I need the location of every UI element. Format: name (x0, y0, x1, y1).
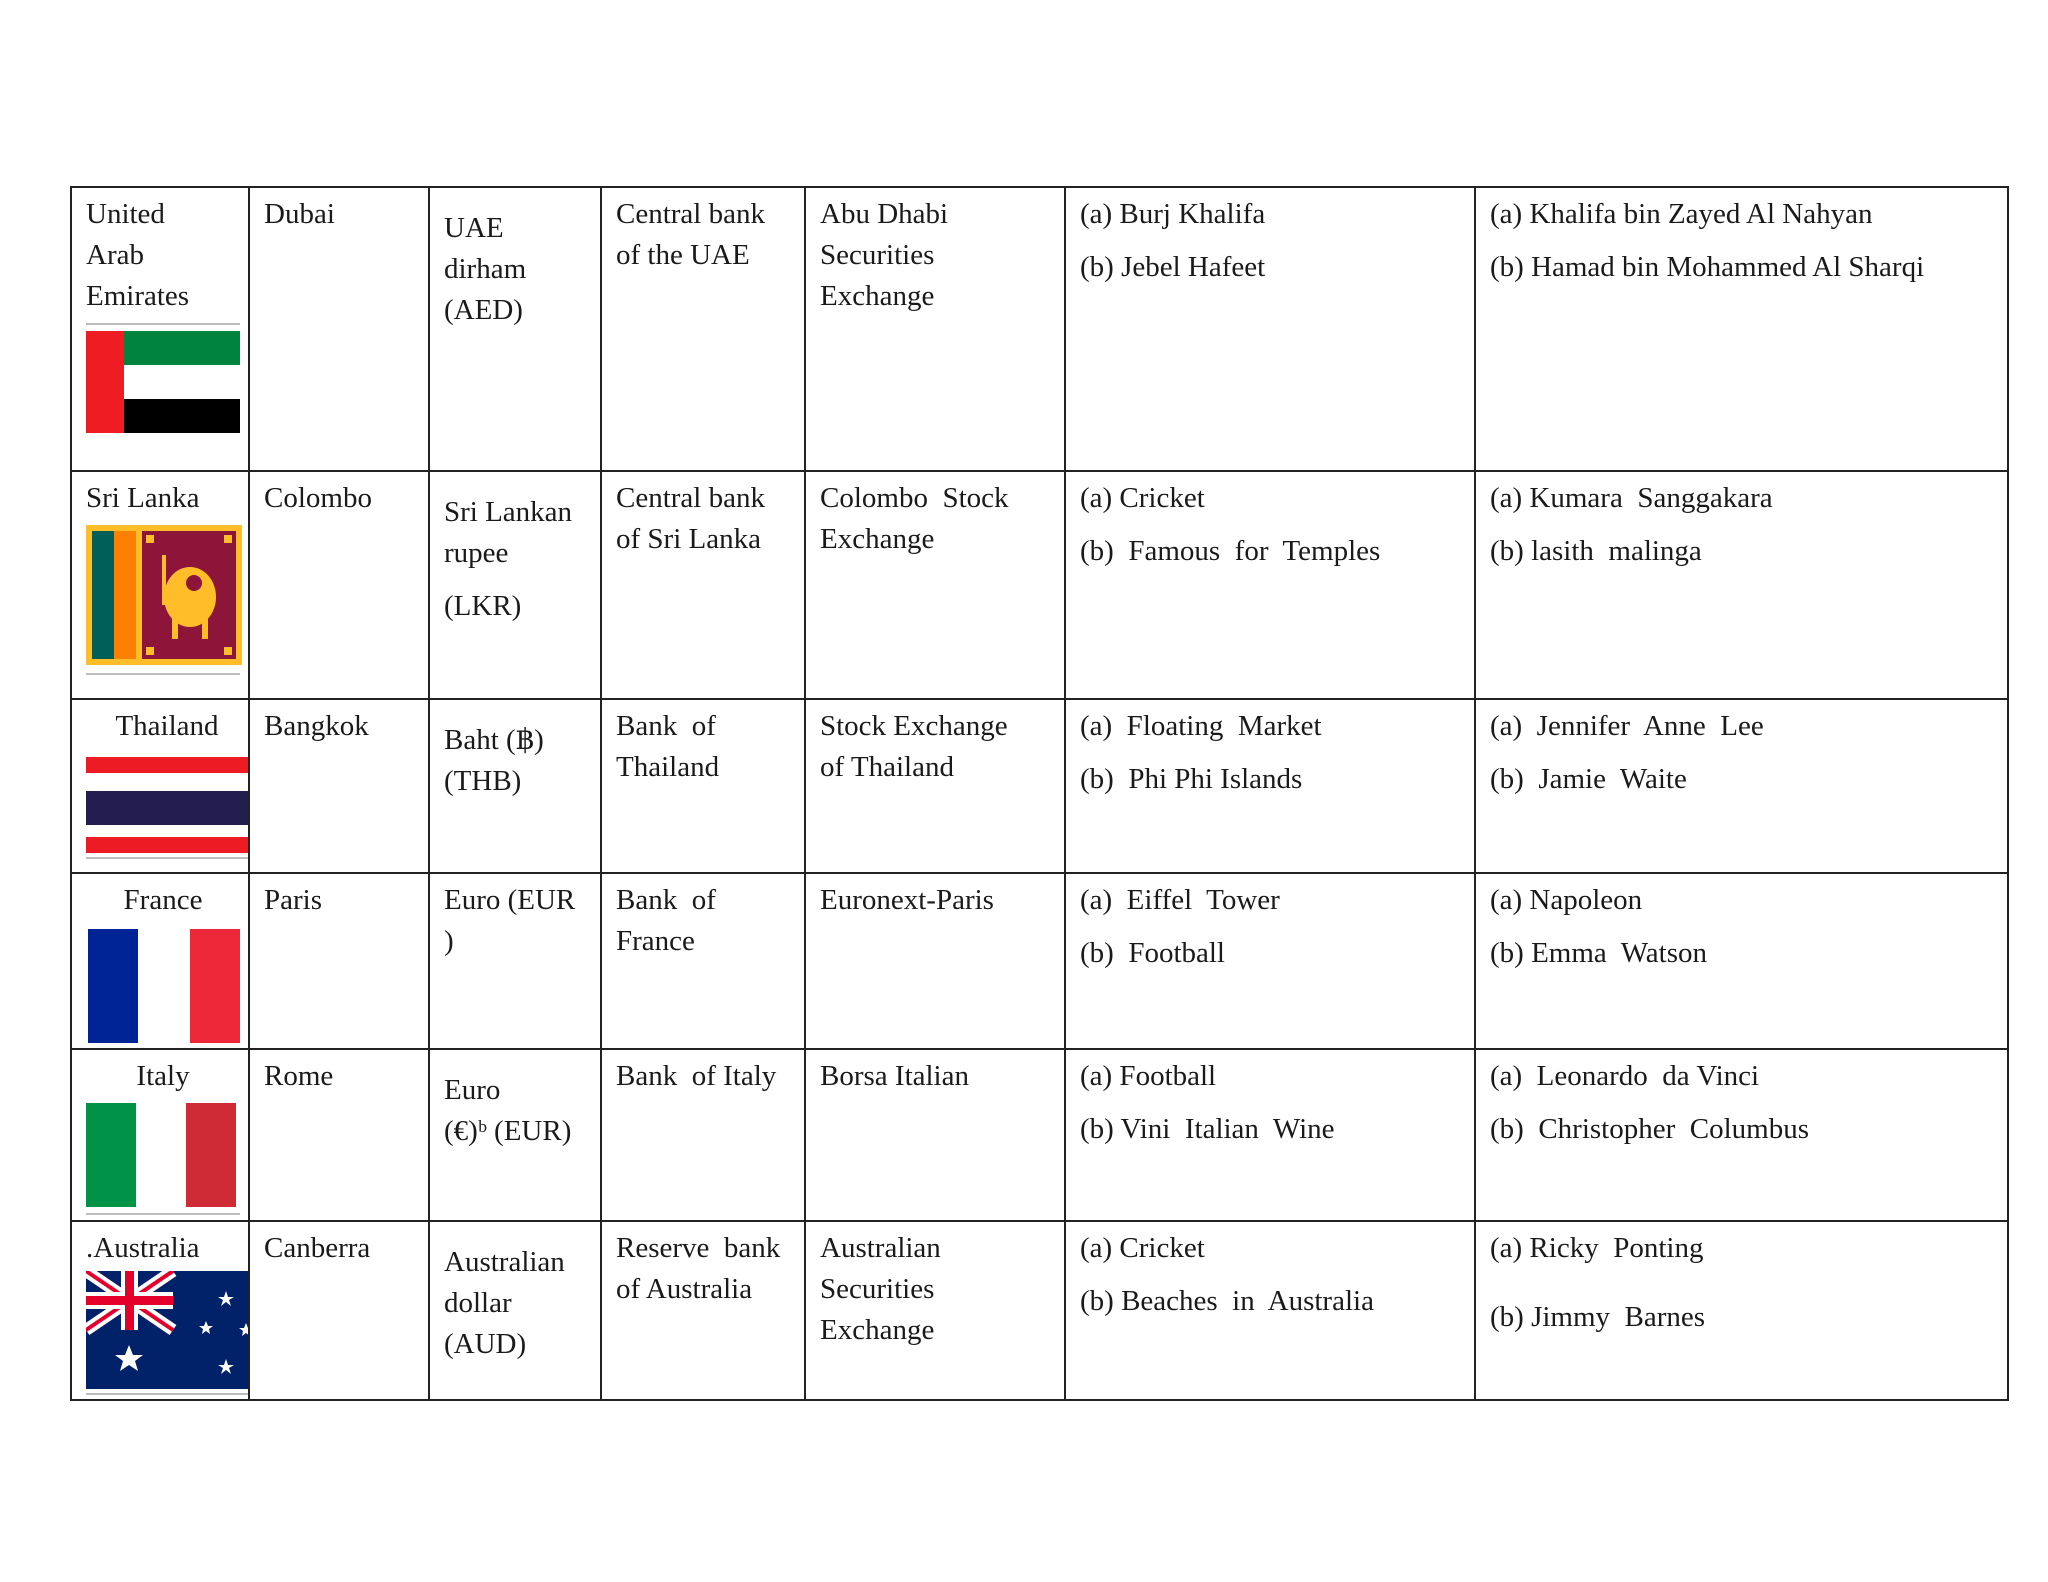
famous-for-cell (1065, 699, 1475, 873)
currency-line: Australian (444, 1246, 565, 1278)
person-item: (a) Jennifer Anne Lee (1490, 710, 1764, 742)
famous-item: (a) Eiffel Tower (1080, 884, 1280, 916)
stock-exchange-cell (805, 873, 1065, 1049)
italy-flag-icon (86, 1103, 236, 1207)
stock-exchange-cell (805, 699, 1065, 873)
person-item: (a) Ricky Ponting (1490, 1232, 1704, 1264)
table-row (71, 699, 2008, 873)
currency-line: rupee (444, 537, 509, 569)
stock-exchange-line: Australian (820, 1232, 941, 1264)
famous-item: (a) Cricket (1080, 482, 1205, 514)
currency-cell (429, 699, 601, 873)
currency-line: (LKR) (444, 590, 522, 622)
central-bank-line: Central bank (616, 198, 765, 230)
country-name: France (123, 884, 203, 916)
table-row (71, 873, 2008, 1049)
famous-for-cell (1065, 471, 1475, 699)
person-item: (b) Christopher Columbus (1490, 1113, 1809, 1145)
famous-people-cell (1475, 1049, 2008, 1221)
table-row (71, 187, 2008, 471)
famous-people-cell (1475, 187, 2008, 471)
stock-exchange-line: of Thailand (820, 751, 954, 783)
country-name: Italy (136, 1060, 190, 1092)
stock-exchange-line: Abu Dhabi (820, 198, 949, 230)
stock-exchange-line: Exchange (820, 1314, 935, 1346)
famous-item: (b) Jebel Hafeet (1080, 251, 1266, 283)
person-item: (a) Khalifa bin Zayed Al Nahyan (1490, 198, 1873, 230)
currency-line: (AUD) (444, 1328, 527, 1360)
sri-lanka-flag-icon (86, 525, 242, 665)
central-bank-line: Thailand (616, 751, 720, 783)
person-item: (a) Napoleon (1490, 884, 1643, 916)
country-cell (71, 187, 249, 471)
country-info-table (70, 186, 2009, 1401)
central-bank-cell (601, 471, 805, 699)
capital-cell (249, 873, 429, 1049)
stock-exchange-line: Borsa Italian (820, 1060, 969, 1092)
capital-text: Rome (264, 1060, 334, 1092)
famous-for-cell (1065, 873, 1475, 1049)
capital-cell (249, 471, 429, 699)
thailand-flag-icon (86, 753, 249, 853)
country-name: Arab (86, 239, 144, 271)
famous-item: (b) Phi Phi Islands (1080, 763, 1303, 795)
stock-exchange-line: Securities (820, 1273, 935, 1305)
currency-line: (THB) (444, 765, 522, 797)
stock-exchange-line: Securities (820, 239, 935, 271)
stock-exchange-cell (805, 1221, 1065, 1400)
currency-cell (429, 873, 601, 1049)
central-bank-line: Central bank (616, 482, 765, 514)
stock-exchange-cell (805, 187, 1065, 471)
currency-line: dollar (444, 1287, 512, 1319)
central-bank-line: of Australia (616, 1273, 753, 1305)
person-item: (a) Kumara Sanggakara (1490, 482, 1773, 514)
central-bank-line: Reserve bank (616, 1232, 781, 1264)
famous-item: (a) Floating Market (1080, 710, 1322, 742)
currency-line: UAE (444, 212, 504, 244)
country-cell (71, 1049, 249, 1221)
currency-cell (429, 1221, 601, 1400)
person-item: (b) Emma Watson (1490, 937, 1708, 969)
person-item: (b) Jimmy Barnes (1490, 1301, 1706, 1333)
country-name: .Australia (86, 1232, 200, 1264)
famous-people-cell (1475, 1221, 2008, 1400)
person-item: (b) Hamad bin Mohammed Al Sharqi (1490, 251, 1925, 283)
capital-text: Paris (264, 884, 322, 916)
australia-flag-icon (86, 1271, 249, 1389)
stock-exchange-line: Exchange (820, 280, 935, 312)
capital-cell (249, 1221, 429, 1400)
capital-text: Canberra (264, 1232, 371, 1264)
currency-line: Euro (EUR (444, 884, 576, 916)
central-bank-cell (601, 1221, 805, 1400)
stock-exchange-cell (805, 471, 1065, 699)
capital-cell (249, 187, 429, 471)
central-bank-cell (601, 699, 805, 873)
central-bank-cell (601, 1049, 805, 1221)
famous-item: (a) Burj Khalifa (1080, 198, 1266, 230)
famous-item: (b) Vini Italian Wine (1080, 1113, 1335, 1145)
currency-line: ) (444, 925, 454, 957)
country-name: Thailand (115, 710, 219, 742)
central-bank-cell (601, 187, 805, 471)
country-cell (71, 873, 249, 1049)
famous-item: (b) Beaches in Australia (1080, 1285, 1374, 1317)
person-item: (b) Jamie Waite (1490, 763, 1687, 795)
capital-cell (249, 1049, 429, 1221)
central-bank-cell (601, 873, 805, 1049)
famous-item: (b) Famous for Temples (1080, 535, 1381, 567)
capital-text: Colombo (264, 482, 372, 514)
famous-people-cell (1475, 471, 2008, 699)
stock-exchange-line: Euronext-Paris (820, 884, 994, 916)
famous-item: (a) Cricket (1080, 1232, 1205, 1264)
famous-item: (a) Football (1080, 1060, 1217, 1092)
currency-line: dirham (444, 253, 527, 285)
stock-exchange-line: Exchange (820, 523, 935, 555)
stock-exchange-cell (805, 1049, 1065, 1221)
uae-flag-icon (86, 331, 240, 433)
currency-cell (429, 187, 601, 471)
person-item: (b) lasith malinga (1490, 535, 1702, 567)
country-cell (71, 699, 249, 873)
table-row (71, 1221, 2008, 1400)
famous-people-cell (1475, 699, 2008, 873)
stock-exchange-line: Colombo Stock (820, 482, 1009, 514)
currency-cell (429, 1049, 601, 1221)
central-bank-line: of the UAE (616, 239, 750, 271)
central-bank-line: of Sri Lanka (616, 523, 761, 555)
person-item: (a) Leonardo da Vinci (1490, 1060, 1760, 1092)
central-bank-line: Bank of (616, 884, 716, 916)
country-name: United (86, 198, 165, 230)
central-bank-line: Bank of Italy (616, 1060, 777, 1092)
country-cell (71, 471, 249, 699)
famous-for-cell (1065, 187, 1475, 471)
currency-line: (€)ᵇ (EUR) (444, 1115, 572, 1147)
capital-text: Dubai (264, 198, 335, 230)
country-cell (71, 1221, 249, 1400)
stock-exchange-line: Stock Exchange (820, 710, 1008, 742)
famous-for-cell (1065, 1049, 1475, 1221)
table-row (71, 471, 2008, 699)
currency-line: Sri Lankan (444, 496, 573, 528)
currency-cell (429, 471, 601, 699)
country-name: Emirates (86, 280, 190, 312)
table-row (71, 1049, 2008, 1221)
famous-item: (b) Football (1080, 937, 1225, 969)
famous-people-cell (1475, 873, 2008, 1049)
central-bank-line: Bank of (616, 710, 716, 742)
capital-cell (249, 699, 429, 873)
central-bank-line: France (616, 925, 695, 957)
country-name: Sri Lanka (86, 482, 200, 514)
currency-line: (AED) (444, 294, 523, 326)
famous-for-cell (1065, 1221, 1475, 1400)
currency-line: Euro (444, 1074, 501, 1106)
currency-line: Baht (฿) (444, 724, 544, 756)
france-flag-icon (88, 929, 240, 1043)
capital-text: Bangkok (264, 710, 369, 742)
